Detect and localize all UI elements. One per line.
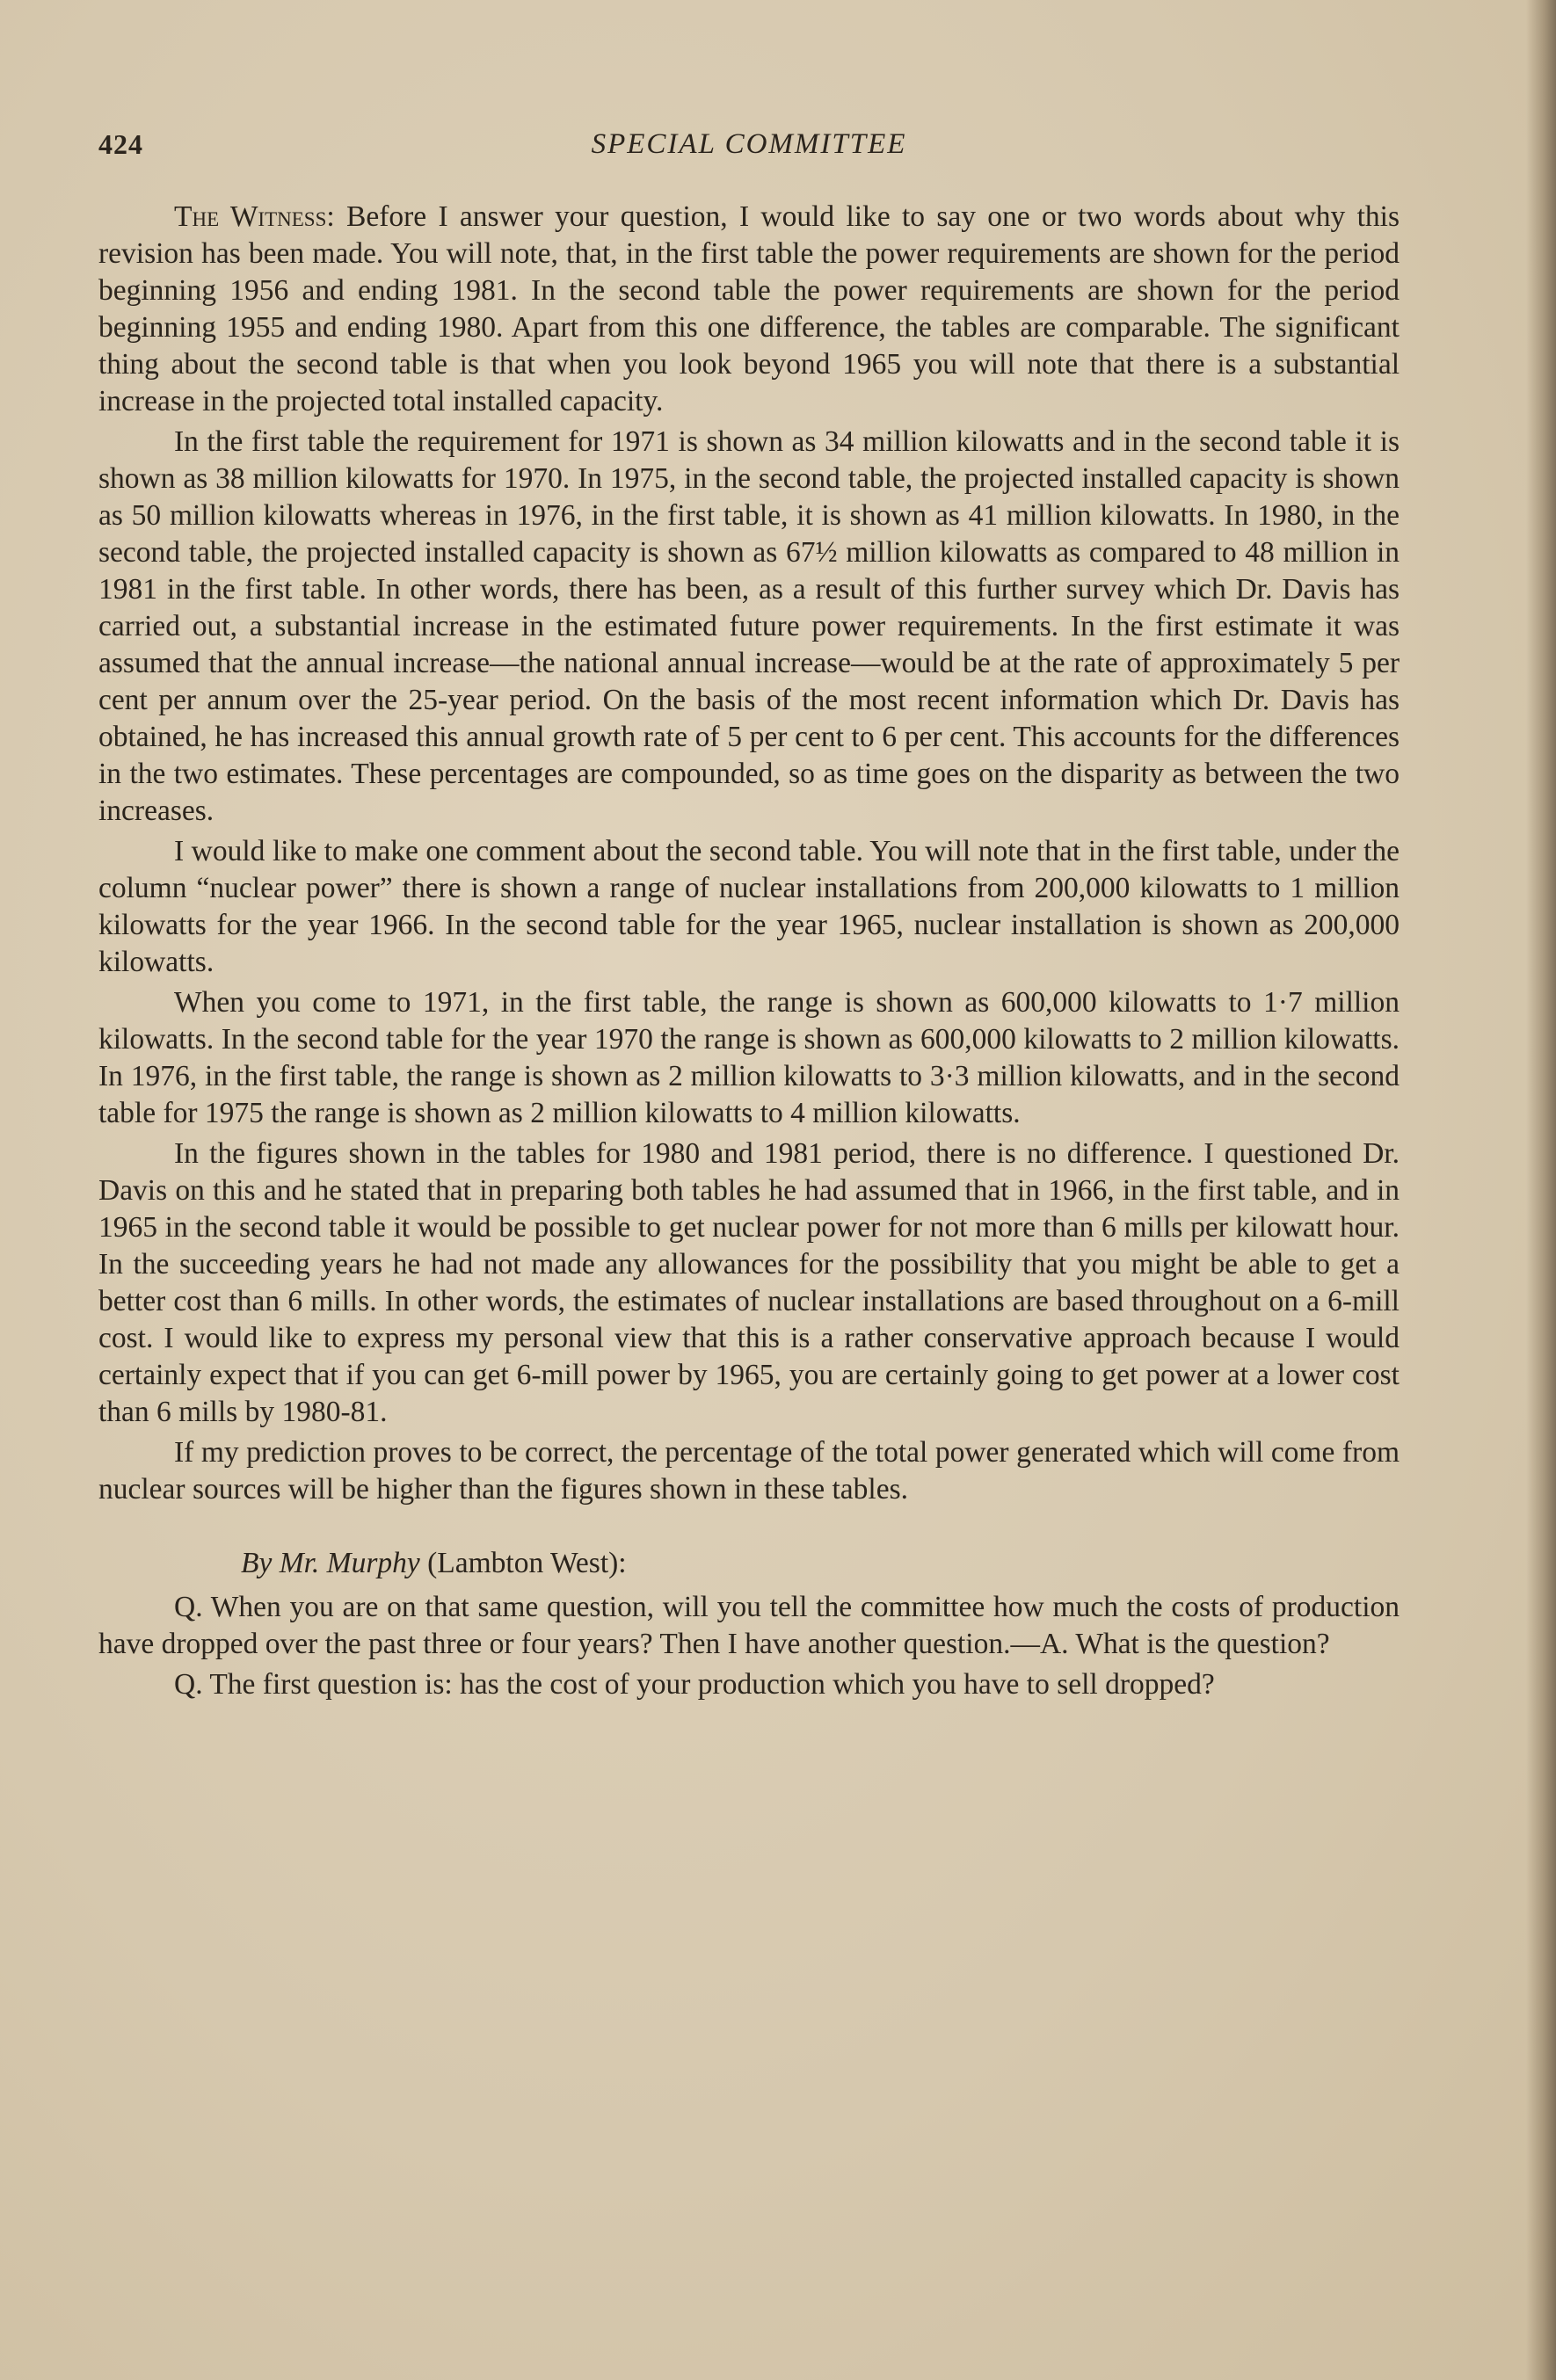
page-gutter-shadow bbox=[1526, 0, 1556, 2380]
questioner-name: By Mr. Murphy bbox=[241, 1547, 420, 1579]
paragraph: If my prediction proves to be correct, the percentage of the total power generated which will come from nuclear sources will be higher than the figures shown in these tables. bbox=[98, 1436, 1400, 1506]
questioner-byline bbox=[98, 1545, 1400, 1582]
paragraph-text: Before I answer your question, I would like to say one or two words about why this revision has been made. You will note, that, in the first table the power requirements are shown for the period beginning 1956 and ending 1981. In the second table the power requirements are shown for the period beginning 1955 and ending 1980. Apart from this one difference, the tables are comparable. The significant thing about the second table is that when you look beyond 1965 you will note that there is a substantial increase in the projected total installed capacity. bbox=[98, 200, 1400, 417]
body-text bbox=[98, 199, 1400, 1707]
paragraph: In the first table the requirement for 1971 is shown as 34 million kilowatts and in the second table it is shown as 38 million kilowatts for 1970. In 1975, in the second table, the projected installed capacity is shown as 50 million kilowatts whereas in 1976, in the first table, it is shown as 41 million kilowatts. In 1980, in the second table, the projected installed capacity is shown as 67½ million kilowatts as compared to 48 million in 1981 in the first table. In other words, there has been, as a result of this further survey which Dr. Davis has carried out, a substantial increase in the estimated future power requirements. In the first estimate it was assumed that the annual increase—the national annual increase—would be at the rate of approximately 5 per cent per annum over the 25-year period. On the basis of the most recent information which Dr. Davis has obtained, he has increased this annual growth rate of 5 per cent to 6 per cent. This accounts for the differences in the two estimates. These percentages are compounded, so as time goes on the disparity as between the two increases. bbox=[98, 425, 1400, 827]
page-number: 424 bbox=[98, 128, 143, 160]
paragraph: When you come to 1971, in the first table, the range is shown as 600,000 kilowatts to 1·7 million kilowatts. In the second table for the year 1970 the range is shown as 600,000 kilowatts to 2 million kilowatts. In 1976, in the first table, the range is shown as 2 million kilowatts to 3·3 million kilowatts, and in the second table for 1975 the range is shown as 2 million kilowatts to 4 million kilowatts. bbox=[98, 986, 1400, 1129]
page-header bbox=[98, 128, 1400, 167]
speaker-label: The Witness: bbox=[174, 200, 335, 233]
paragraph bbox=[98, 199, 1400, 420]
questioner-riding: (Lambton West): bbox=[427, 1547, 627, 1579]
running-head: SPECIAL COMMITTEE bbox=[591, 128, 907, 160]
question-paragraph: Q. When you are on that same question, will you tell the committee how much the costs of production have dropped over the past three or four years? Then I have another question.—A. What is the question? bbox=[98, 1591, 1400, 1660]
paragraph: I would like to make one comment about the second table. You will note that in the first table, under the column “nuclear power” there is shown a range of nuclear installations from 200,000 kilowatts to 1 million kilowatts for the year 1966. In the second table for the year 1965, nuclear installation is shown as 200,000 kilowatts. bbox=[98, 835, 1400, 978]
paragraph: In the figures shown in the tables for 1980 and 1981 period, there is no difference. I questioned Dr. Davis on this and he stated that in preparing both tables he had assumed that in 1966, in the first table, and in 1965 in the second table it would be possible to get nuclear power for not more than 6 mills per kilowatt hour. In the succeeding years he had not made any allowances for the possibility that you might be able to get a better cost than 6 mills. In other words, the estimates of nuclear installations are based throughout on a 6-mill cost. I would like to express my personal view that this is a rather conservative approach because I would certainly expect that if you can get 6-mill power by 1965, you are certainly going to get power at a lower cost than 6 mills by 1980-81. bbox=[98, 1137, 1400, 1428]
question-paragraph: Q. The first question is: has the cost of your production which you have to sell dropped? bbox=[174, 1668, 1215, 1701]
